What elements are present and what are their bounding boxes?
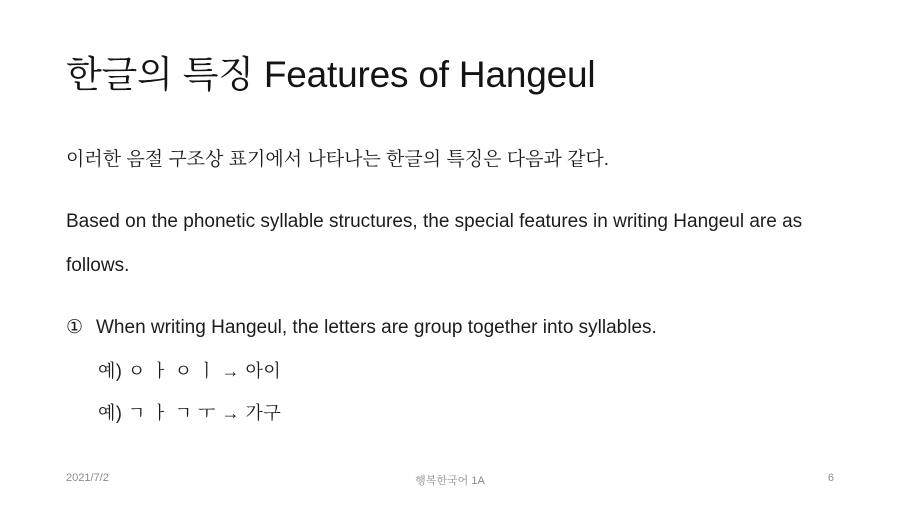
page-title-korean: 한글의 특징 xyxy=(66,54,254,95)
paragraph-korean: 이러한 음절 구조상 표기에서 나타나는 한글의 특징은 다음과 같다. xyxy=(66,149,610,170)
slide-footer xyxy=(0,472,900,490)
footer-date: 2021/7/2 xyxy=(66,472,109,484)
page-title xyxy=(66,44,595,98)
list-item xyxy=(66,306,856,350)
page-title-english: Features of Hangeul xyxy=(263,54,596,95)
paragraph-spacer xyxy=(66,182,856,200)
example-line-1: 예) ㅇ ㅏ ㅇ ㅣ → 아이 xyxy=(98,361,282,381)
list-spacer xyxy=(66,288,856,306)
list-item-label: When writing Hangeul, the letters are group together into syllables. xyxy=(96,317,657,338)
footer-course-title: 행복한국어 1A xyxy=(415,475,485,487)
example-line-2: 예) ㄱ ㅏ ㄱ ㅜ → 가구 xyxy=(98,403,282,423)
paragraph-english: Based on the phonetic syllable structures, the special features in writing Hangeul are as follows. xyxy=(66,211,803,276)
list-item-marker: ① xyxy=(66,317,84,338)
footer-page-number: 6 xyxy=(827,472,834,484)
slide-body xyxy=(66,138,856,434)
